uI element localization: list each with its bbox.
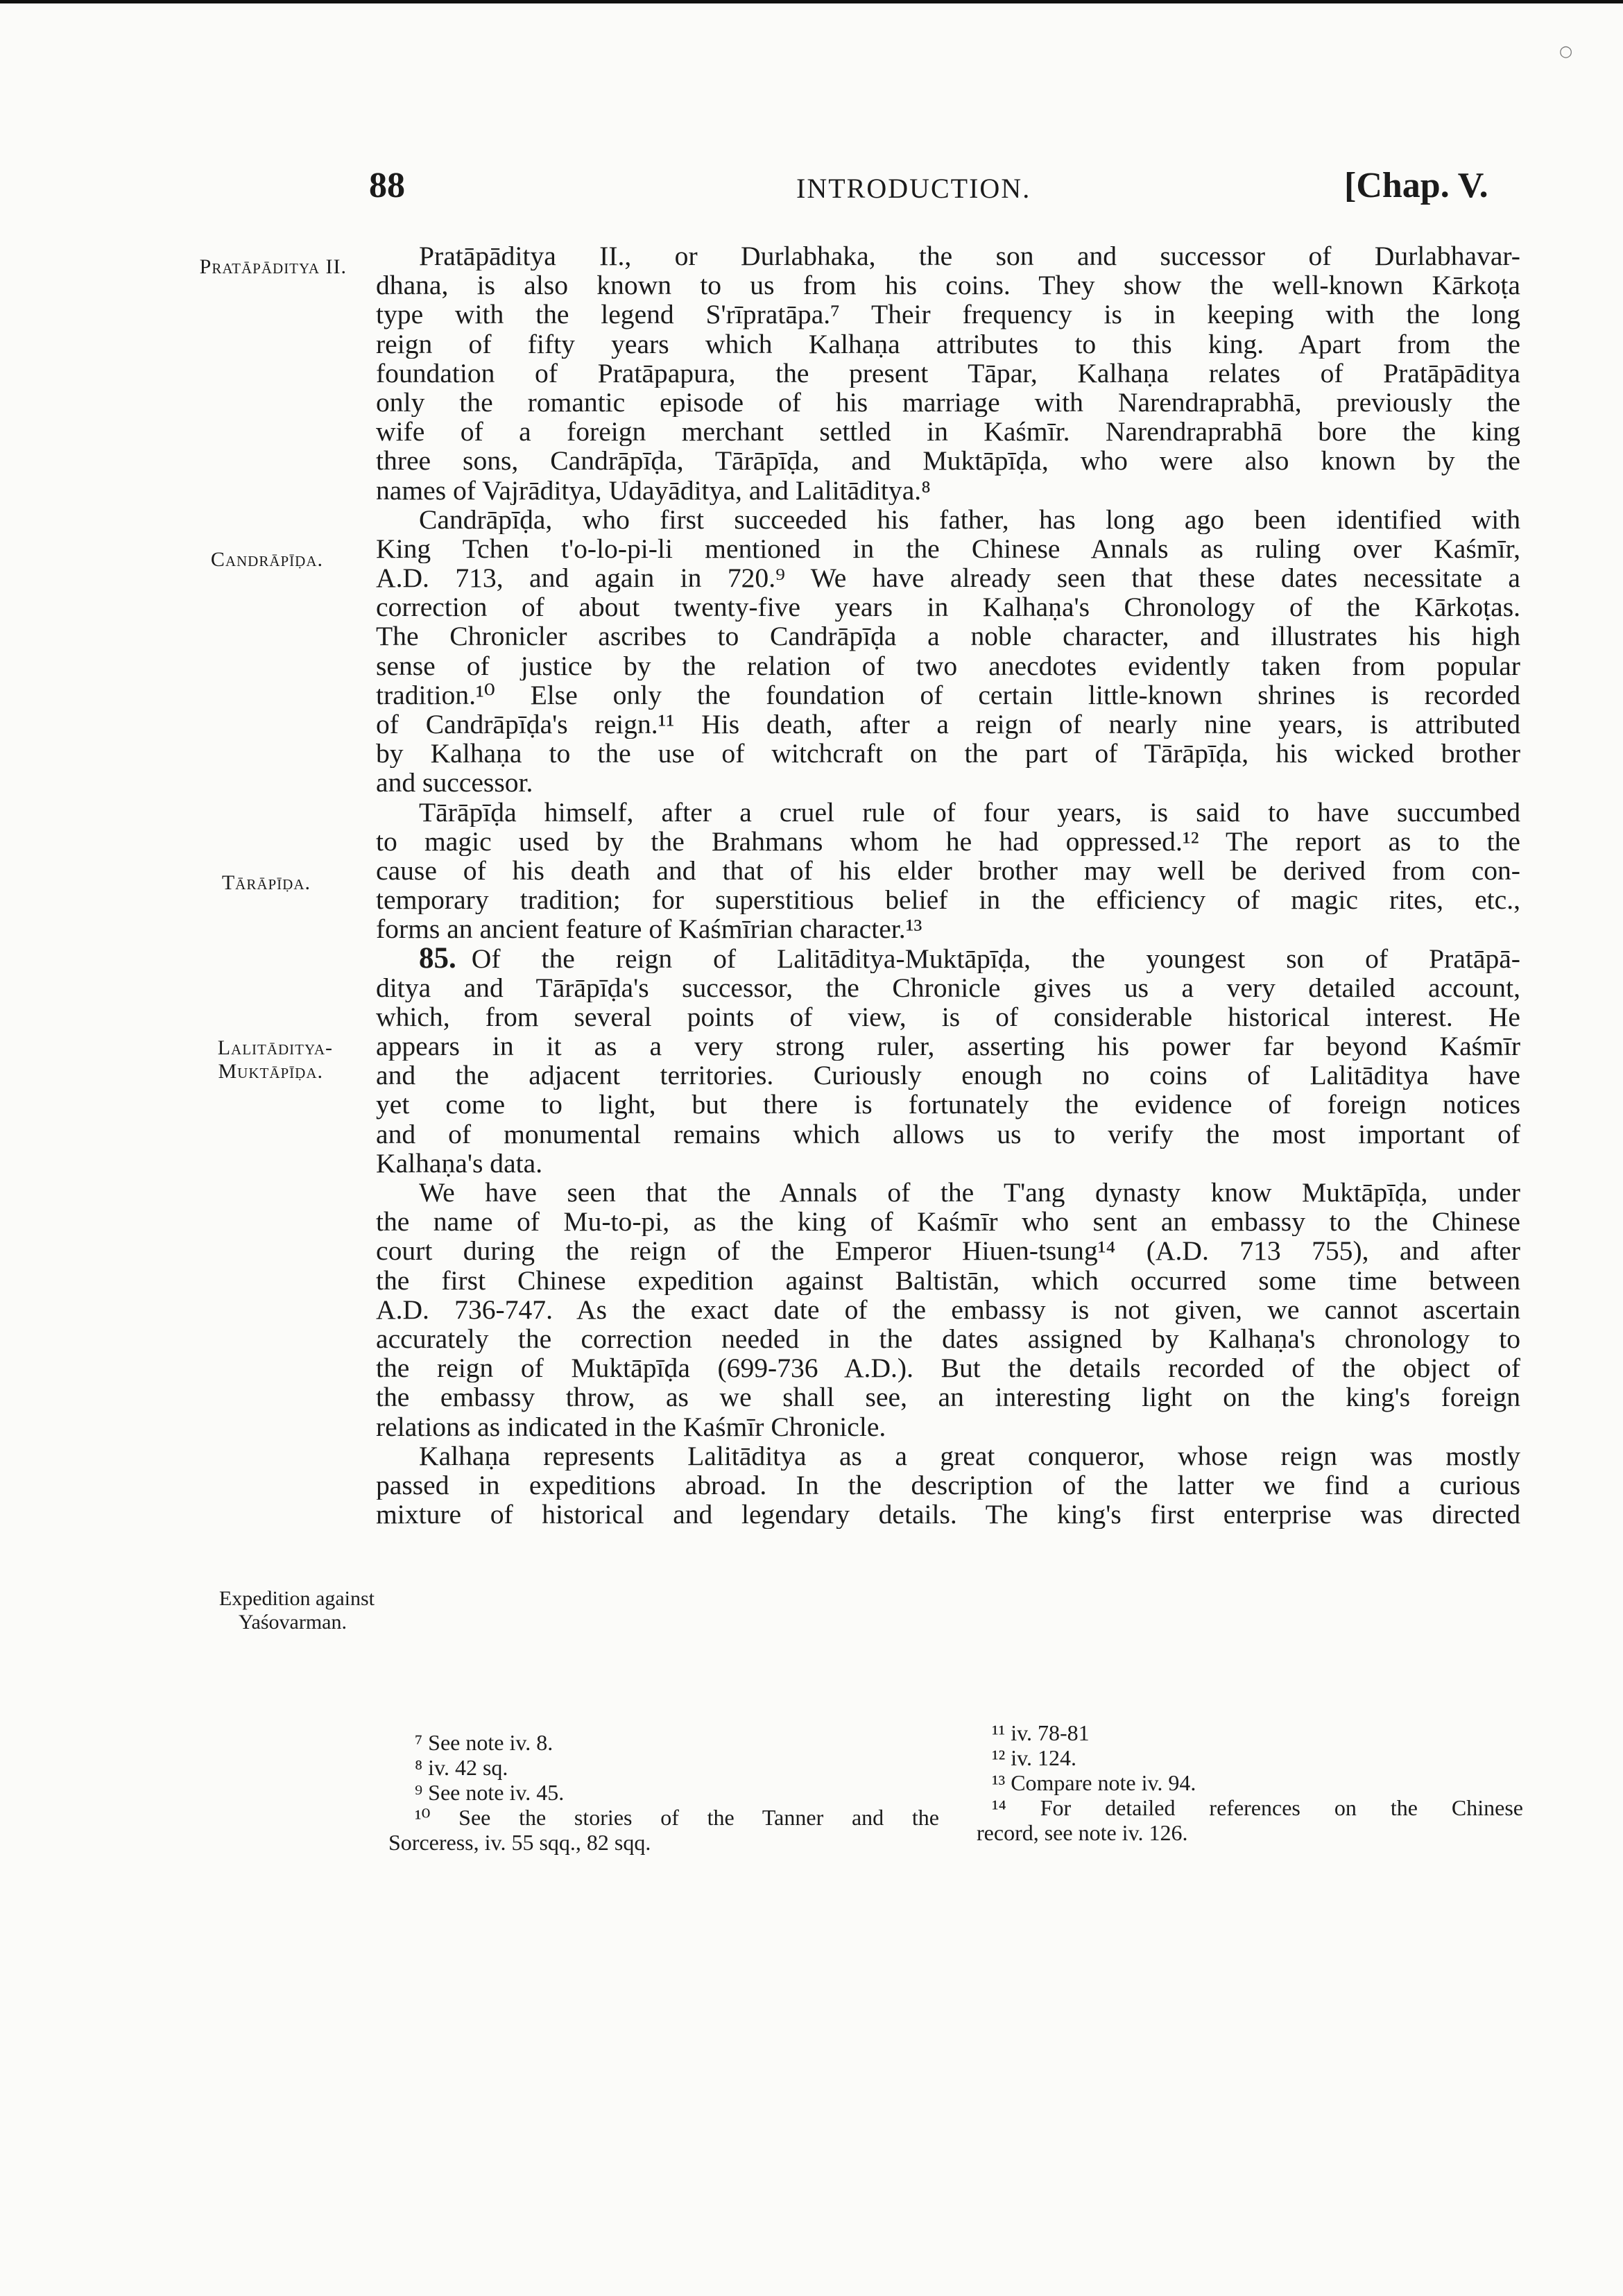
text-line: the name of Mu-to-pi, as the king of Kaśmīr who sent an embassy to the Chinese [376,1207,1520,1237]
text-line: The Chronicler ascribes to Candrāpīḍa a noble character, and illustrates his high [376,622,1520,651]
text-line: Kalhaṇa's data. [376,1148,543,1178]
text-line: ditya and Tārāpīḍa's successor, the Chronicle gives us a very detailed account, [376,973,1520,1002]
text-line: temporary tradition; for superstitious belief in the efficiency of magic rites, etc., [376,885,1520,915]
footnote-11: ¹¹ iv. 78-81 [992,1720,1090,1745]
text-line: sense of justice by the relation of two anecdotes evidently taken from popular [376,651,1520,680]
side-note-candrapida: Candrāpīḍa. [210,548,323,571]
text-line: type with the legend S'rīpratāpa.⁷ Their frequency is in keeping with the long [376,300,1520,329]
text-line: forms an ancient feature of Kaśmīrian character.¹³ [376,914,922,944]
text-line: court during the reign of the Emperor Hiuen-tsung¹⁴ (A.D. 713 755), and after [376,1236,1520,1266]
text-line: A.D. 736-747. As the exact date of the embassy is not given, we cannot ascertain [376,1294,1520,1324]
page-number: 88 [369,166,405,205]
top-border [0,0,1623,3]
text-line: wife of a foreign merchant settled in Kaśmīr. Narendraprabhā bore the king [376,417,1520,447]
text-line: A.D. 713, and again in 720.⁹ We have already seen that these dates necessitate a [376,563,1520,593]
text-line: reign of fifty years which Kalhaṇa attributes to this king. Apart from the [376,329,1520,359]
text-line: Kalhaṇa represents Lalitāditya as a great conqueror, whose reign was mostly [419,1441,1520,1471]
corner-mark: ○ [1559,43,1573,60]
footnote-10-cont: Sorceress, iv. 55 sqq., 82 sqq. [388,1830,651,1855]
footnote-9: ⁹ See note iv. 45. [415,1780,565,1805]
side-note-pratapaditya: Pratāpāditya II. [199,255,347,278]
footnote-14: ¹⁴ For detailed references on the Chinese [992,1795,1523,1820]
text-line: the first Chinese expedition against Baltistān, which occurred some time between [376,1265,1520,1295]
text-line: accurately the correction needed in the dates assigned by Kalhaṇa's chronology to [376,1323,1520,1354]
section-line [376,944,1520,973]
side-note-expedition-2: Yaśovarman. [238,1611,347,1634]
text-line: to magic used by the Brahmans whom he had oppressed.¹² The report as to the [376,826,1520,856]
text-line: only the romantic episode of his marriage with Narendraprabhā, previously the [376,387,1520,418]
text-line: names of Vajrāditya, Udayāditya, and Lalitāditya.⁸ [376,475,931,505]
text-line: and successor. [376,768,533,798]
text-line: the reign of Muktāpīḍa (699-736 A.D.). But the details recorded of the object of [376,1353,1520,1383]
side-note-expedition-1: Expedition against [218,1587,375,1610]
text-line: cause of his death and that of his elder brother may well be derived from con- [376,855,1520,886]
footnote-7: ⁷ See note iv. 8. [415,1730,553,1755]
text-line: relations as indicated in the Kaśmīr Chronicle. [376,1412,886,1441]
text-line: correction of about twenty-five years in Kalhaṇa's Chronology of the Kārkoṭas. [376,592,1520,622]
text-line: Pratāpāditya II., or Durlabhaka, the son and successor of Durlabhavar- [419,241,1520,271]
text-line: mixture of historical and legendary details. The king's first enterprise was directed [376,1500,1520,1530]
text-line: passed in expeditions abroad. In the description of the latter we find a curious [376,1470,1520,1500]
text-line: and of monumental remains which allows us to verify the most important of [376,1119,1520,1149]
side-note-lalitaditya-1: Lalitāditya- [217,1036,333,1059]
body-text [376,241,1520,1529]
text-line: tradition.¹⁰ Else only the foundation of certain little-known shrines is recorded [376,680,1520,710]
text-line: and the adjacent territories. Curiously enough no coins of Lalitāditya have [376,1061,1520,1090]
text-line: We have seen that the Annals of the T'ang dynasty know Muktāpīḍa, under [419,1178,1520,1208]
text-line: of Candrāpīḍa's reign.¹¹ His death, after a reign of nearly nine years, is attributed [376,710,1520,739]
text-line: Candrāpīḍa, who first succeeded his father, has long ago been identified with [419,504,1520,534]
chapter-label: [Chap. V. [1344,166,1488,205]
text-line: King Tchen t'o-lo-pi-li mentioned in the Chinese Annals as ruling over Kaśmīr, [376,533,1520,564]
side-note-lalitaditya-2: Muktāpīḍa. [218,1060,323,1083]
footnote-10: ¹⁰ See the stories of the Tanner and the [415,1805,939,1830]
section-number: 85. [419,943,456,973]
text-line: dhana, is also known to us from his coins. They show the well-known Kārkoṭa [376,271,1520,300]
text-line: yet come to light, but there is fortunately the evidence of foreign notices [376,1090,1520,1120]
text-line: Tārāpīḍa himself, after a cruel rule of four years, is said to have succumbed [419,797,1520,827]
text-line: Of the reign of Lalitāditya-Muktāpīḍa, the youngest son of Pratāpā- [471,943,1520,973]
text-line: three sons, Candrāpīḍa, Tārāpīḍa, and Muktāpīḍa, who were also known by the [376,446,1520,476]
text-line: foundation of Pratāpapura, the present Tāpar, Kalhaṇa relates of Pratāpāditya [376,358,1520,388]
text-line: appears in it as a very strong ruler, asserting his power far beyond Kaśmīr [376,1031,1520,1061]
footnote-14-cont: record, see note iv. 126. [977,1820,1188,1845]
footnote-8: ⁸ iv. 42 sq. [415,1755,508,1780]
footnote-12: ¹² iv. 124. [992,1745,1076,1770]
text-line: the embassy throw, as we shall see, an interesting light on the king's foreign [376,1382,1520,1412]
side-note-tarapida: Tārāpīḍa. [221,871,311,894]
text-line: which, from several points of view, is of considerable historical interest. He [376,1002,1520,1032]
running-title: INTRODUCTION. [796,173,1031,204]
text-line: by Kalhaṇa to the use of witchcraft on the part of Tārāpīḍa, his wicked brother [376,739,1520,769]
footnote-13: ¹³ Compare note iv. 94. [992,1770,1196,1795]
